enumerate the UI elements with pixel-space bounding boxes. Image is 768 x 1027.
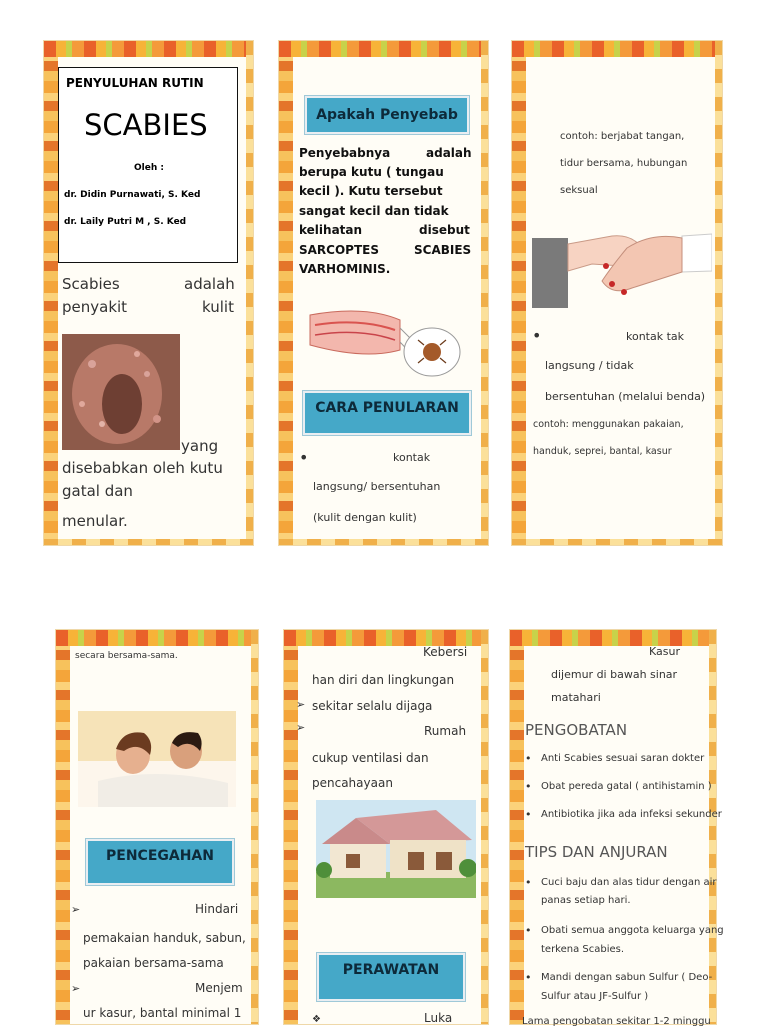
p5-arrow-1: ➢ bbox=[296, 698, 306, 711]
leaf-border-right bbox=[246, 41, 253, 545]
p5-star: ❖ bbox=[312, 1014, 321, 1025]
leaf-border-left bbox=[510, 630, 524, 1024]
p3-handuk: handuk, seprei, bantal, kasur bbox=[533, 446, 672, 457]
p4-menjemur: Menjem bbox=[195, 981, 243, 995]
tips-item-2a: Obati semua anggota keluarga yang bbox=[541, 925, 724, 936]
p4-arrow-2: ➢ bbox=[71, 982, 81, 995]
leaf-border-bottom bbox=[279, 539, 488, 545]
p1-text-1a: Scabies bbox=[62, 275, 120, 293]
p3-kontak-tak: kontak tak bbox=[626, 330, 685, 343]
obat-item-3: Antibiotika jika ada infeksi sekunder bbox=[541, 809, 722, 820]
p2-para-5a: kelihatan bbox=[299, 223, 363, 237]
leaf-border-top bbox=[44, 41, 253, 57]
obat-bullet-1: • bbox=[525, 752, 532, 765]
p1-text-4: disebabkan oleh kutu bbox=[62, 459, 223, 477]
p4-hindari: Hindari bbox=[195, 902, 239, 916]
p3-bullet: • bbox=[532, 326, 542, 345]
tips-item-3a: Mandi dengan sabun Sulfur ( Deo- bbox=[541, 972, 713, 983]
p5-sekitar: sekitar selalu dijaga bbox=[312, 699, 433, 713]
sleeping-couple-photo bbox=[78, 711, 236, 807]
p4-kasur: ur kasur, bantal minimal 1 bbox=[83, 1006, 242, 1020]
house-photo bbox=[316, 800, 476, 898]
p5-rumah: Rumah bbox=[424, 724, 467, 738]
p2-bullet: • bbox=[299, 448, 309, 467]
p4-pakaian: pakaian bersama-sama bbox=[83, 956, 224, 970]
p3-contoh-2: tidur bersama, hubungan bbox=[560, 158, 688, 169]
p5-pencahayaan: pencahayaan bbox=[312, 776, 393, 790]
p1-text-2a: penyakit bbox=[62, 298, 128, 316]
obat-item-1: Anti Scabies sesuai saran dokter bbox=[541, 753, 705, 764]
heading-tips: TIPS DAN ANJURAN bbox=[525, 843, 668, 861]
p2-para-1a: Penyebabnya bbox=[299, 146, 391, 160]
p5-kebersi: Kebersi bbox=[423, 645, 468, 659]
tips-bullet-3: • bbox=[525, 971, 532, 984]
p2-para-6a: SARCOPTES bbox=[299, 243, 379, 257]
scabies-skin-photo bbox=[62, 334, 180, 450]
leaf-border-top bbox=[510, 630, 716, 646]
p5-arrow-2: ➢ bbox=[296, 721, 306, 734]
leaf-border-left bbox=[44, 41, 58, 545]
cover-subtitle: PENYULUHAN RUTIN bbox=[66, 76, 204, 90]
leaf-border-left bbox=[512, 41, 526, 545]
header-perawatan: PERAWATAN bbox=[317, 953, 465, 1001]
p3-contoh-3: seksual bbox=[560, 185, 598, 196]
p1-text-6: menular. bbox=[62, 512, 128, 530]
header-pencegahan: PENCEGAHAN bbox=[86, 839, 234, 885]
obat-bullet-2: • bbox=[525, 780, 532, 793]
p6-kasur: Kasur bbox=[649, 645, 680, 658]
p2-para-1b: adalah bbox=[426, 146, 472, 160]
cover-oleh: Oleh : bbox=[134, 163, 164, 173]
tips-item-3b: Sulfur atau JF-Sulfur ) bbox=[541, 991, 649, 1002]
p2-para-2: berupa kutu ( tungau bbox=[299, 165, 444, 179]
p2-langsung: langsung/ bersentuhan bbox=[313, 480, 441, 493]
p1-text-5: gatal dan bbox=[62, 482, 133, 500]
p2-kulit: (kulit dengan kulit) bbox=[313, 511, 417, 524]
leaf-border-right bbox=[715, 41, 722, 545]
cover-author-2: dr. Laily Putri M , S. Ked bbox=[64, 217, 187, 227]
obat-bullet-3: • bbox=[525, 808, 532, 821]
cover-title: SCABIES bbox=[84, 108, 208, 142]
leaf-border-right bbox=[481, 41, 488, 545]
p2-para-5b: disebut bbox=[419, 223, 470, 237]
leaf-border-top bbox=[512, 41, 722, 57]
p1-text-2b: kulit bbox=[202, 298, 234, 316]
tips-bullet-2: • bbox=[525, 924, 532, 937]
leaf-border-left bbox=[284, 630, 298, 1024]
tips-bullet-1: • bbox=[525, 876, 532, 889]
p4-top-text: secara bersama-sama. bbox=[75, 651, 178, 661]
p6-lama-pengobatan: Lama pengobatan sekitar 1-2 minggu bbox=[522, 1016, 711, 1027]
leaf-border-left bbox=[56, 630, 70, 1024]
p5-luka: Luka bbox=[424, 1011, 453, 1025]
p2-kontak: kontak bbox=[393, 451, 431, 464]
mite-skin-illustration bbox=[305, 300, 463, 380]
p4-handuk: pemakaian handuk, sabun, bbox=[83, 931, 246, 945]
cover-author-1: dr. Didin Purnawati, S. Ked bbox=[64, 190, 201, 200]
p2-para-4: sangat kecil dan tidak bbox=[299, 204, 449, 218]
leaf-border-right bbox=[251, 630, 258, 1024]
leaf-border-top bbox=[56, 630, 258, 646]
tips-item-2b: terkena Scabies. bbox=[541, 944, 625, 955]
leaf-border-bottom bbox=[512, 539, 722, 545]
p5-ventilasi: cukup ventilasi dan bbox=[312, 751, 429, 765]
handshake-illustration bbox=[532, 226, 712, 310]
p6-matahari: matahari bbox=[551, 691, 601, 704]
p5-han-diri: han diri dan lingkungan bbox=[312, 673, 455, 687]
leaf-border-right bbox=[481, 630, 488, 1024]
p1-text-3: yang bbox=[181, 437, 219, 455]
tips-item-1a: Cuci baju dan alas tidur dengan air bbox=[541, 877, 717, 888]
p2-para-7: VARHOMINIS. bbox=[299, 262, 391, 276]
heading-pengobatan: PENGOBATAN bbox=[525, 721, 628, 739]
panel-pengobatan bbox=[510, 630, 716, 1024]
p2-para-6b: SCABIES bbox=[414, 243, 472, 257]
tips-item-1b: panas setiap hari. bbox=[541, 895, 631, 906]
header-apakah-penyebab: Apakah Penyebab bbox=[305, 96, 469, 134]
leaf-border-bottom bbox=[44, 539, 253, 545]
p3-contoh-1: contoh: berjabat tangan, bbox=[560, 131, 685, 142]
p2-para-3: kecil ). Kutu tersebut bbox=[299, 184, 443, 198]
leaf-border-right bbox=[709, 630, 716, 1024]
p4-arrow-1: ➢ bbox=[71, 903, 81, 916]
obat-item-2: Obat pereda gatal ( antihistamin ) bbox=[541, 781, 712, 792]
p3-langsung: langsung / tidak bbox=[545, 359, 634, 372]
header-cara-penularan: CARA PENULARAN bbox=[303, 391, 471, 435]
p3-contoh-benda: contoh: menggunakan pakaian, bbox=[533, 419, 684, 430]
p6-dijemur: dijemur di bawah sinar bbox=[551, 668, 678, 681]
leaf-border-top bbox=[279, 41, 488, 57]
leaf-border-top bbox=[284, 630, 488, 646]
leaf-border-left bbox=[279, 41, 293, 545]
p3-bersentuhan: bersentuhan (melalui benda) bbox=[545, 390, 706, 403]
p1-text-1b: adalah bbox=[184, 275, 235, 293]
